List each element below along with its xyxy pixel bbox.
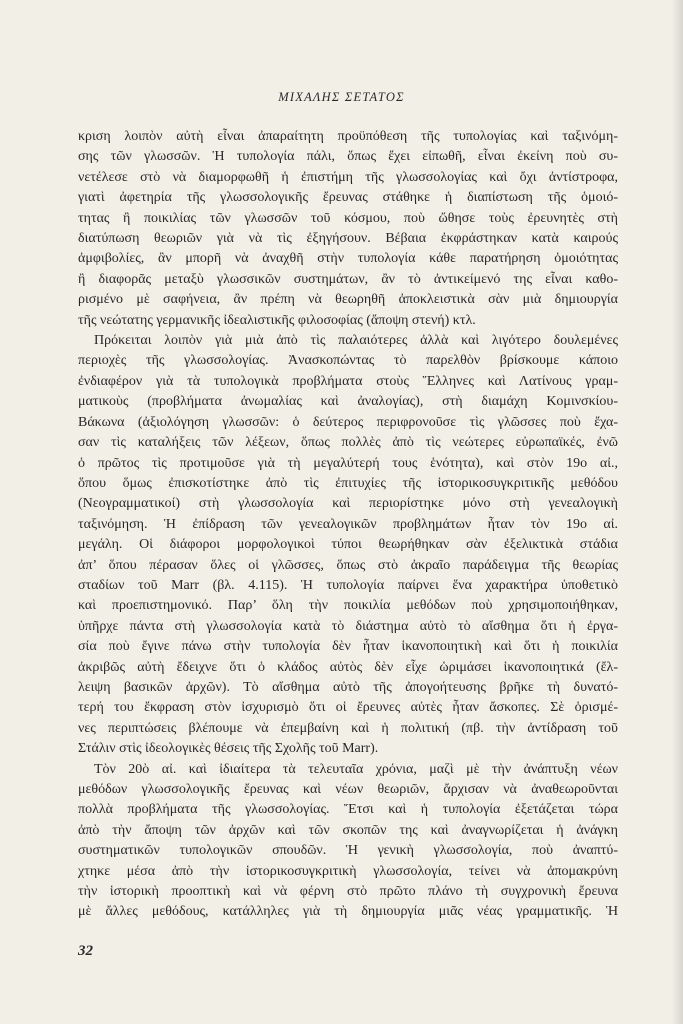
text-line: ἀκριβῶς αὐτὴ ἔδειχνε ὅτι ὁ κλάδος αὐτὸς δὲν εἶχε ὡριμάσει ἱκανοποιητικά (ἔλ- (78, 659, 618, 675)
running-title: ΜΙΧΑΛΗΣ ΣΕΤΑΤΟΣ (278, 90, 405, 104)
text-line: Βάκωνα (ἀξιολόγηση γλωσσῶν: ὁ δεύτερος περιφρονοῦσε τὶς γλῶσσες ποὺ ἔχα- (78, 414, 618, 430)
text-line: γιατὶ ἀφετηρία τῆς γλωσσολογικῆς ἔρευνας στάθηκε ἡ διαπίστωση τῆς ὁμοιό- (78, 190, 618, 206)
text-line: καὶ προεπιστημονικό. Παρ’ ὅλη τὴν ποικιλία μεθόδων ποὺ χρησιμοποιήθηκαν, (78, 598, 618, 614)
text-line: σης τῶν γλωσσῶν. Ἡ τυπολογία πάλι, ὅπως ἔχει εἰπωθῆ, εἶναι ἐκείνη ποὺ συ- (78, 149, 618, 165)
text-line: σαν τὶς καταλήξεις τῶν λέξεων, ὅπως πολλὲς ἀπὸ τὶς νεώτερες εὐρωπαϊκές, ἐνῶ (78, 435, 618, 451)
paragraph (78, 127, 618, 331)
paragraph (78, 331, 618, 760)
text-line: ματικοὺς (προβλήματα ἀνωμαλίας καὶ ἀναλογίας), στὴ διαμάχη Κομινσκίου- (78, 394, 618, 410)
text-line: διατύπωση θεωριῶν γιὰ νὰ τὶς ἐξηγήσουν. Βέβαια ἐκφράστηκαν κατὰ καιρούς (78, 231, 618, 247)
text-line: κριση λοιπὸν αὐτὴ εἶναι ἀπαραίτητη προϋπόθεση τῆς τυπολογίας καὶ ταξινόμη- (78, 129, 618, 144)
text-line: περιοχὲς τῆς γλωσσολογίας. Ἀνασκοπώντας τὸ παρελθὸν βρίσκουμε κάποιο (78, 353, 618, 369)
text-line: ταξινόμηση. Ἡ ἐπίδραση τῶν γενεαλογικῶν προβλημάτων ἦταν τὸν 19ο αἰ. (78, 516, 618, 532)
text-line: τητας ἢ ποικιλίας τῶν γλωσσῶν τοῦ κόσμου, ποὺ ὤθησε τοὺς ἐρευνητὲς στὴ (78, 210, 618, 226)
text-line: τὴν ἱστορικὴ προοπτικὴ καὶ νὰ φέρνη στὸ πρῶτο πλάνο τὴ συγχρονικὴ ἔρευνα (78, 884, 618, 900)
text-line: μεθόδων γλωσσολογικῆς ἔρευνας καὶ νέων θεωριῶν, ἄρχισαν νὰ ἀναθεωροῦνται (78, 782, 618, 797)
text-line: ρισμένο μὲ σαφήνεια, ἂν πρέπη νὰ θεωρηθῆ ἀποκλειστικὰ σὰν μιὰ δημιουργία (78, 292, 618, 308)
text-line: Στάλιν στὶς ἰδεολογικὲς θέσεις τῆς Σχολῆς τοῦ Marr). (78, 741, 379, 757)
text-line: σταδίων τοῦ Marr (βλ. 4.115). Ἡ τυπολογία παίρνει ἕνα χαρακτήρα ὑποθετικὸ (78, 577, 618, 593)
text-line: ὁ πρῶτος τὶς προτιμοῦσε γιὰ τὴ μεγαλύτερή τους ἑνότητα), καὶ στὸν 19ο αἰ., (78, 455, 618, 471)
text-line: ἀπὸ τὴν ἄποψη τῶν ἀρχῶν καὶ τῶν σκοπῶν της καὶ ἀναγνωρίζεται ἡ ἀνάγκη (78, 822, 618, 838)
paragraph (78, 760, 618, 923)
text-line: ἐνδιαφέρον γιὰ τὰ τυπολογικὰ προβλήματα στοὺς Ἕλληνες καὶ Λατίνους γραμ- (78, 373, 618, 389)
text-line: πολλὰ προβλήματα τῆς γλωσσολογίας. Ἔτσι καὶ ἡ τυπολογία ἐξετάζεται τώρα (78, 802, 618, 818)
text-line: (Νεογραμματικοί) στὴ γλωσσολογία καὶ περιορίστηκε μόνο στὴ γενεαλογικὴ (78, 496, 618, 512)
text-line: τῆς νεώτατης γερμανικῆς ἰδεαλιστικῆς φιλοσοφίας (ἄποψη στενή) κτλ. (78, 312, 476, 328)
text-line: νες περιπτώσεις βλέπουμε νὰ ἐπεμβαίνη καὶ ἡ πολιτική (πβ. τὴν ἀντίδραση τοῦ (78, 720, 618, 736)
text-line: ἀπ’ ὅπου πέρασαν ὅλες οἱ γλῶσσες, ὅπως στὸ ἀκραῖο παράδειγμα τῆς θεωρίας (78, 557, 618, 573)
text-line: Τὸν 20ὸ αἰ. καὶ ἰδιαίτερα τὰ τελευταῖα χρόνια, μαζὶ μὲ τὴν ἀνάπτυξη νέων (94, 761, 618, 777)
text-line: νετέλεσε στὸ νὰ διαμορφωθῆ ἡ ἐπιστήμη τῆς γλωσσολογίας καὶ ὄχι ἀντίστροφα, (78, 169, 618, 185)
page-edge-shadow (671, 0, 683, 1024)
text-line: ἀμφιβολίες, ἂν μπορῆ νὰ ἀναχθῆ στὴν τυπολογία κάθε παρατήρηση ὁμοιότητας (78, 251, 618, 267)
text-line: χτηκε μέσα ἀπὸ τὴν ἱστορικοσυγκριτικὴ γλωσσολογία, τείνει νὰ ἀπομακρύνη (78, 863, 618, 879)
text-line: Πρόκειται λοιπὸν γιὰ μιὰ ἀπὸ τὶς παλαιότερες ἀλλὰ καὶ λιγότερο δουλεμένες (94, 333, 618, 349)
text-line: ἢ διαφορᾶς μεταξὺ γλωσσικῶν συστημάτων, ἂν τὸ ἀντικείμενό της εἶναι καθο- (78, 271, 618, 287)
text-line: συστηματικῶν τυπολογικῶν σπουδῶν. Ἡ γενικὴ γλωσσολογία, ποὺ ἀναπτύ- (78, 843, 618, 859)
page-number: 32 (78, 943, 93, 959)
body-text (78, 127, 618, 923)
text-line: ὅπου ὅμως ἐπισκοτίστηκε ἀπὸ τὶς ἐπιτυχίες τῆς ἱστορικοσυγκριτικῆς μεθόδου (78, 475, 618, 491)
text-line: μεγάλη. Οἱ διάφοροι μορφολογικοὶ τύποι θεωρήθηκαν σὰν ἐξελικτικὰ στάδια (78, 537, 618, 553)
text-line: λειψη βασικῶν ἀρχῶν). Τὸ αἴσθημα αὐτὸ τῆς ἀπογοήτευσης βρῆκε τὴ δυνατό- (78, 679, 618, 695)
text-line: σία ποὺ ἔγινε πάνω στὴν τυπολογία δὲν ἦταν ἱκανοποιητικὴ καὶ ὅτι ἡ ποικιλία (78, 639, 618, 655)
text-line: μὲ ἄλλες μεθόδους, κατάλληλες γιὰ τὴ δημιουργία μιᾶς νέας γραμματικῆς. Ἡ (78, 904, 618, 920)
text-line: τερή του ἔκφραση στὸν ἰσχυρισμὸ ὅτι οἱ ἔρευνες αὐτὲς ἦταν ἄσκοπες. Σὲ ὁρισμέ- (78, 700, 618, 716)
text-line: ὑπῆρχε πάντα στὴ γλωσσολογία κατὰ τὸ διάστημα αὐτὸ τὸ αἴσθημα ὅτι ἡ ἐργα- (78, 618, 618, 634)
